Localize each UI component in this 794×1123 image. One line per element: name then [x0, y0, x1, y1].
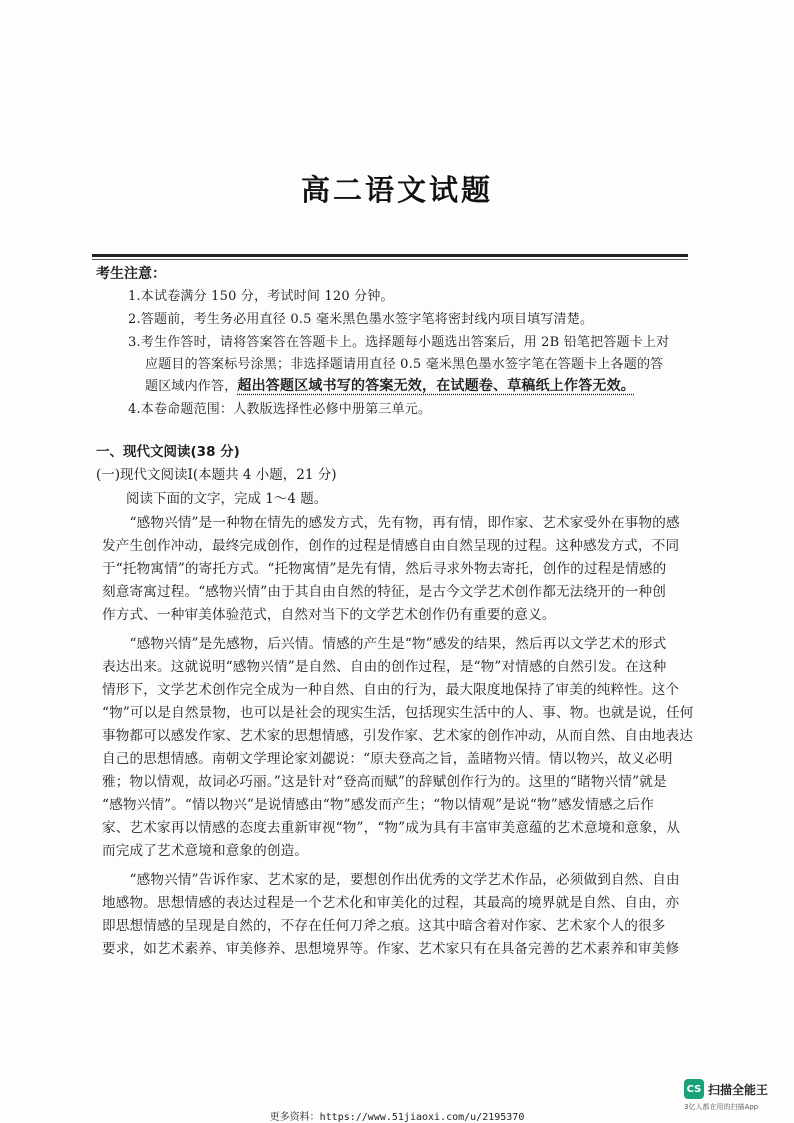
body-line: “感物兴情”告诉作家、艺术家的是，要想创作出优秀的文学艺术作品，必须做到自然、自由 — [102, 872, 680, 888]
body-line: 表达出来。这就说明“感物兴情”是自然、自由的创作过程，是“物”对情感的自然引发。在这种 — [102, 659, 667, 675]
camscanner-badge — [684, 1079, 768, 1099]
body-line: 作方式、一种审美体验范式，自然对当下的文学艺术创作仍有重要的意义。 — [102, 607, 556, 623]
footer-link[interactable]: 更多资料：https://www.51jiaoxi.com/u/2195370 — [269, 1112, 525, 1123]
body-line: “感物兴情”是一种物在情先的感发方式，先有物，再有情，即作家、艺术家受外在事物的感 — [102, 515, 680, 531]
body-line: 刻意寄寓过程。“感物兴情”由于其自由自然的特征，是古今文学艺术创作都无法绕开的一种创 — [102, 584, 666, 600]
notice-item-3-end — [145, 375, 635, 395]
camscanner-icon: CS — [684, 1079, 704, 1099]
body-line: “感物兴情”。“情以物兴”是说情感由“物”感发而产生；“物以情观”是说“物”感发情感之后作 — [102, 797, 655, 813]
notice-emphasis: 超出答题区域书写的答案无效，在试题卷、草稿纸上作答无效。 — [237, 378, 636, 394]
page-title: 高二语文试题 — [300, 173, 493, 207]
body-line: 要求，如艺术素养、审美修养、思想境界等。作家、艺术家只有在具备完善的艺术素养和审美修 — [102, 941, 680, 957]
header-rule-thick — [92, 254, 688, 257]
body-line: 家、艺术家再以情感的态度去重新审视“物”，“物”成为具有丰富审美意蕴的艺术意境和意象，从 — [102, 820, 681, 836]
camscanner-name: 扫描全能王 — [708, 1082, 769, 1097]
notice-item-3-cont: 应题目的答案标号涂黑；非选择题请用直径 0.5 毫米黑色墨水签字笔在答题卡上各题的答 — [145, 357, 664, 372]
notice-item-1: 1.本试卷满分 150 分，考试时间 120 分钟。 — [128, 289, 394, 304]
notice-item-3: 3.考生作答时，请将答案答在答题卡上。选择题每小题选出答案后，用 2B 铅笔把答题卡上对 — [128, 335, 670, 350]
reading-instruction: 阅读下面的文字，完成 1～4 题。 — [126, 491, 328, 507]
body-line: 即思想情感的呈现是自然的，不存在任何刀斧之痕。这其中暗含着对作家、艺术家个人的很多 — [102, 918, 666, 934]
body-line: 发产生创作冲动，最终完成创作，创作的过程是情感自由自然呈现的过程。这种感发方式，不同 — [102, 538, 680, 554]
notice-item-3-end-text: 题区域内作答， — [145, 379, 238, 394]
body-line: 事物都可以感发作家、艺术家的思想情感，引发作家、艺术家的创作冲动，从而自然、自由地表达 — [102, 728, 693, 744]
camscanner-tagline: 3亿人都在用的扫描App — [684, 1103, 759, 1111]
notice-item-4: 4.本卷命题范围：人教版选择性必修中册第三单元。 — [128, 402, 432, 417]
notice-heading: 考生注意： — [96, 266, 166, 282]
body-line: 而完成了艺术意境和意象的创造。 — [102, 843, 309, 859]
subsection-heading: (一)现代文阅读Ⅰ(本题共 4 小题，21 分) — [96, 467, 337, 483]
body-line: 雅；物以情观，故词必巧丽。”这是针对“登高而赋”的辞赋创作行为的。这里的“睹物兴情”就是 — [102, 774, 667, 790]
body-line: “物”可以是自然景物，也可以是社会的现实生活，包括现实生活中的人、事、物。也就是说，任何 — [102, 705, 694, 721]
section-heading: 一、现代文阅读(38 分) — [96, 444, 240, 460]
notice-item-2: 2.答题前，考生务必用直径 0.5 毫米黑色墨水签字笔将密封线内项目填写清楚。 — [128, 312, 594, 327]
body-line: 情形下，文学艺术创作完全成为一种自然、自由的行为，最大限度地保持了审美的纯粹性。这个 — [102, 682, 680, 698]
body-line: 自己的思想情感。南朝文学理论家刘勰说：“原夫登高之旨，盖睹物兴情。情以物兴，故义必明 — [102, 751, 673, 767]
header-rule-thin — [92, 259, 688, 260]
body-line: 于“托物寓情”的寄托方式。“托物寓情”是先有情，然后寻求外物去寄托，创作的过程是情感的 — [102, 561, 667, 577]
body-line: “感物兴情”是先感物，后兴情。情感的产生是“物”感发的结果，然后再以文学艺术的形式 — [102, 636, 667, 652]
body-line: 地感物。思想情感的表达过程是一个艺术化和审美化的过程，其最高的境界就是自然、自由，亦 — [102, 895, 680, 911]
